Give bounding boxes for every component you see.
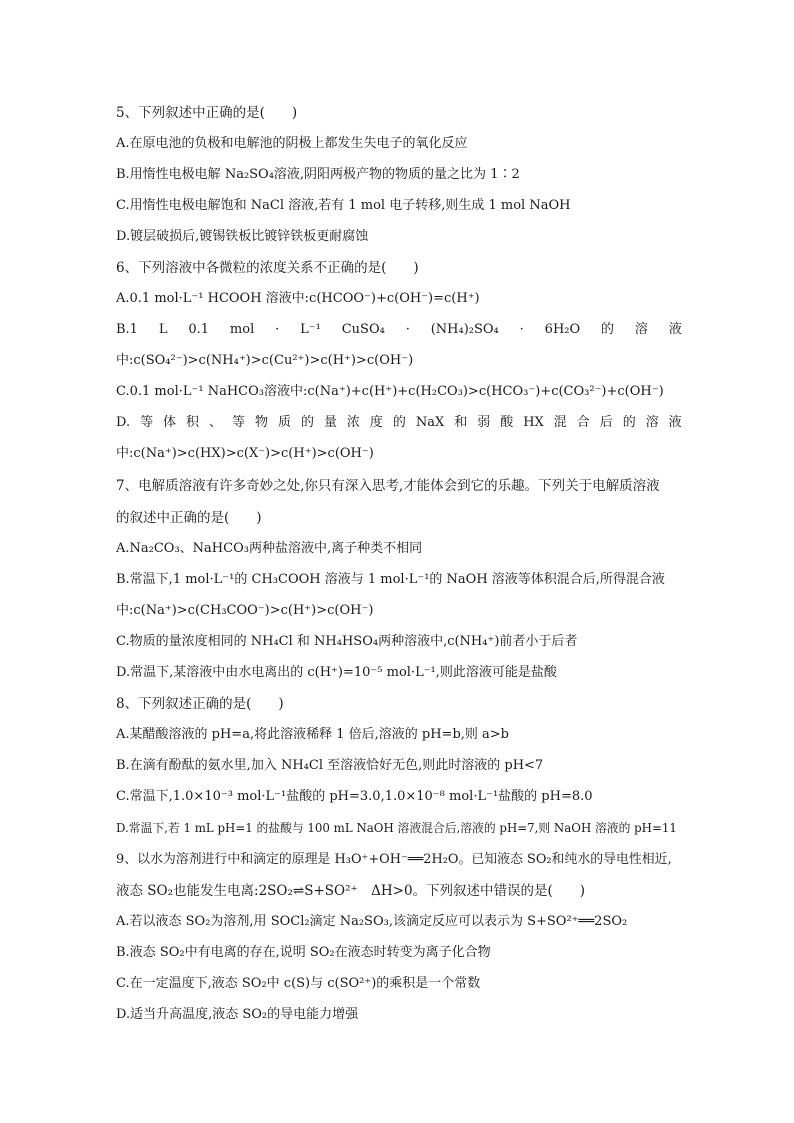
q7-option-c: C.物质的量浓度相同的 NH₄Cl 和 NH₄HSO₄两种溶液中,c(NH₄⁺)前者小于后者 xyxy=(116,634,578,649)
q7-stem-line1: 7、电解质溶液有许多奇妙之处,你只有深入思考,才能体会到它的乐趣。下列关于电解质溶液 xyxy=(116,478,660,494)
q6-option-d-line2: 中:c(Na⁺)>c(HX)>c(X⁻)>c(H⁺)>c(OH⁻) xyxy=(116,446,374,461)
q8-option-d: D.常温下,若 1 mL pH=1 的盐酸与 100 mL NaOH 溶液混合后,溶液的 pH=7,则 NaOH 溶液的 pH=11 xyxy=(116,821,677,835)
q6-option-d-line1: D. 等 体 积 、 等 物 质 的 量 浓 度 的 NaX 和 弱 酸 HX 混 合 后 的 溶 液 xyxy=(116,415,682,430)
q9-stem-line2: 液态 SO₂也能发生电离:2SO₂⇌S+SO²⁺ ΔH>0。下列叙述中错误的是( ) xyxy=(116,883,586,899)
q9-option-a: A.若以液态 SO₂为溶剂,用 SOCl₂滴定 Na₂SO₃,该滴定反应可以表示为 S+SO²⁺══2SO₂ xyxy=(116,914,628,929)
q8-option-a: A.某醋酸溶液的 pH=a,将此溶液稀释 1 倍后,溶液的 pH=b,则 a>b xyxy=(116,727,509,742)
q5-option-a: A.在原电池的负极和电解池的阴极上都发生失电子的氧化反应 xyxy=(116,136,468,151)
q5-option-d: D.镀层破损后,镀锡铁板比镀锌铁板更耐腐蚀 xyxy=(116,229,369,244)
q5-option-c: C.用惰性电极电解饱和 NaCl 溶液,若有 1 mol 电子转移,则生成 1 mol NaOH xyxy=(116,198,571,213)
q9-stem-line1: 9、以水为溶剂进行中和滴定的原理是 H₃O⁺+OH⁻══2H₂O。已知液态 SO₂和纯水的导电性相近, xyxy=(116,852,672,867)
q7-option-b-line2: 中:c(Na⁺)>c(CH₃COO⁻)>c(H⁺)>c(OH⁻) xyxy=(116,603,374,618)
q7-option-a: A.Na₂CO₃、NaHCO₃两种盐溶液中,离子种类不相同 xyxy=(116,541,423,556)
q7-stem-line2: 的叙述中正确的是( ) xyxy=(116,510,262,526)
q9-option-b: B.液态 SO₂中有电离的存在,说明 SO₂在液态时转变为离子化合物 xyxy=(116,945,491,960)
q6-option-b-line1: B.1 L 0.1 mol · L⁻¹ CuSO₄ · (NH₄)₂SO₄ · 6H₂O 的 溶 液 xyxy=(116,322,682,337)
q7-option-d: D.常温下,某溶液中由水电离出的 c(H⁺)=10⁻⁵ mol·L⁻¹,则此溶液可能是盐酸 xyxy=(116,665,557,680)
q6-option-a: A.0.1 mol·L⁻¹ HCOOH 溶液中:c(HCOO⁻)+c(OH⁻)=c(H⁺) xyxy=(116,291,480,306)
q8-option-b: B.在滴有酚酞的氨水里,加入 NH₄Cl 至溶液恰好无色,则此时溶液的 pH<7 xyxy=(116,758,544,773)
q9-option-c: C.在一定温度下,液态 SO₂中 c(S)与 c(SO²⁺)的乘积是一个常数 xyxy=(116,976,481,991)
q6-stem: 6、下列溶液中各微粒的浓度关系不正确的是( ) xyxy=(116,260,419,276)
q7-option-b-line1: B.常温下,1 mol·L⁻¹的 CH₃COOH 溶液与 1 mol·L⁻¹的 NaOH 溶液等体积混合后,所得混合液 xyxy=(116,572,665,587)
q5-stem: 5、下列叙述中正确的是( ) xyxy=(116,105,298,121)
q8-stem: 8、下列叙述正确的是( ) xyxy=(116,696,284,712)
q6-option-c: C.0.1 mol·L⁻¹ NaHCO₃溶液中:c(Na⁺)+c(H⁺)+c(H₂CO₃)>c(HCO₃⁻)+c(CO₃²⁻)+c(OH⁻) xyxy=(116,384,664,399)
q5-option-b: B.用惰性电极电解 Na₂SO₄溶液,阴阳两极产物的物质的量之比为 1∶2 xyxy=(116,167,520,182)
q8-option-c: C.常温下,1.0×10⁻³ mol·L⁻¹盐酸的 pH=3.0,1.0×10⁻⁸ mol·L⁻¹盐酸的 pH=8.0 xyxy=(116,789,593,804)
q6-option-b-line2: 中:c(SO₄²⁻)>c(NH₄⁺)>c(Cu²⁺)>c(H⁺)>c(OH⁻) xyxy=(116,353,414,368)
q9-option-d: D.适当升高温度,液态 SO₂的导电能力增强 xyxy=(116,1007,359,1022)
